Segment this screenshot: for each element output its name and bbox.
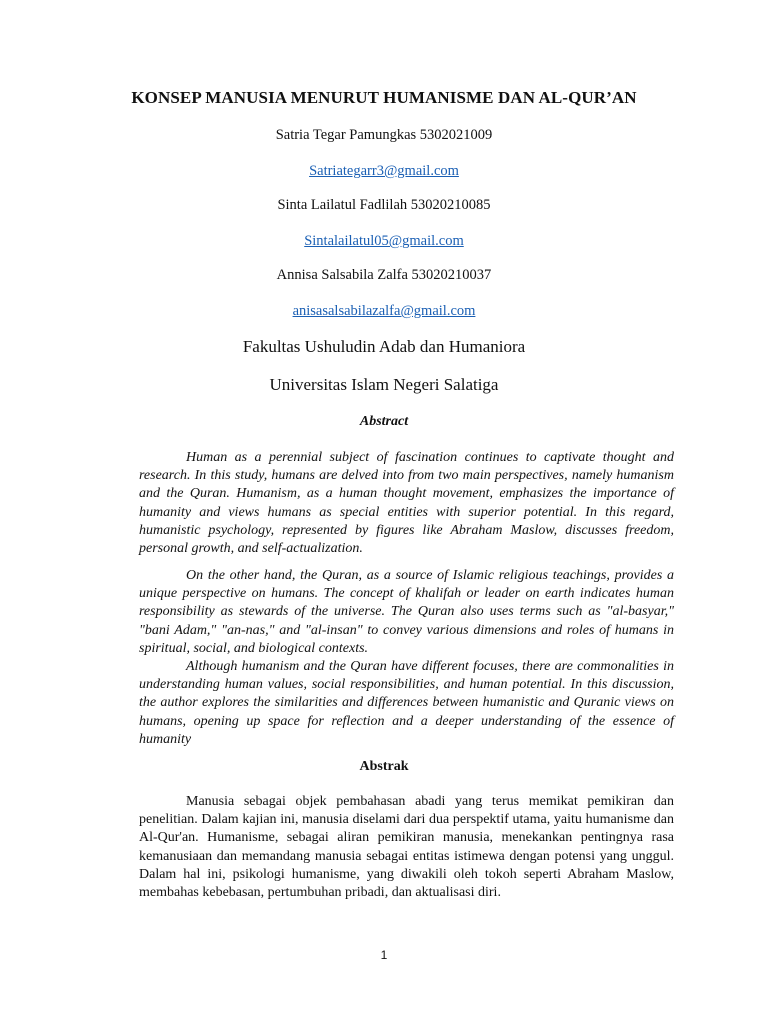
author-email-link-2[interactable]: Sintalailatul05@gmail.com — [304, 233, 464, 249]
author-email-3-wrap — [0, 302, 768, 320]
abstract-id-paragraph-1: Manusia sebagai objek pembahasan abadi yang terus memikat pemikiran dan penelitian. Dalam kajian ini, manusia diselami dari dua perspektif utama, yaitu humanisme dan Al-Qur'an. Humanisme, sebagai aliran pemikiran manusia, menekankan pentingnya rasa kemanusiaan dan memandang manusia sebagai entitas istimewa dengan potensi yang unggul. Dalam hal ini, psikologi humanisme, yang diwakili oleh tokoh seperti Abraham Maslow, membahas kebebasan, pertumbuhan pribadi, dan aktualisasi diri. — [139, 794, 674, 901]
faculty-name: Fakultas Ushuludin Adab dan Humaniora — [242, 337, 526, 356]
author-name-2: Sinta Lailatul Fadlilah 53020210085 — [277, 197, 491, 213]
author-email-1-wrap — [0, 162, 768, 180]
abstract-en-block-1 — [139, 449, 674, 558]
author-name-3: Annisa Salsabila Zalfa 53020210037 — [276, 267, 492, 283]
abstract-en-paragraph-3: Although humanism and the Quran have different focuses, there are commonalities in understanding human values, social responsibilities, and human potential. In this discussion, the author explores the similarities and differences between humanistic and Quranic views on humans, opening up space for reflection and a deeper understanding of the essence of humanity — [139, 659, 674, 747]
abstract-heading: Abstract — [359, 414, 409, 429]
abstract-en-block-2 — [139, 567, 674, 749]
author-name-1: Satria Tegar Pamungkas 5302021009 — [275, 127, 493, 143]
university-name: Universitas Islam Negeri Salatiga — [269, 375, 499, 394]
abstract-id-block — [139, 793, 674, 902]
author-email-link-3[interactable]: anisasalsabilazalfa@gmail.com — [292, 303, 476, 319]
author-email-link-1[interactable]: Satriategarr3@gmail.com — [309, 163, 459, 179]
abstract-en-paragraph-1: Human as a perennial subject of fascination continues to captivate thought and research. In this study, humans are delved into from two main perspectives, namely humanism and the Quran. Humanism, as a human thought movement, emphasizes the importance of humanity and views humans as special entities with superior potential. In this regard, humanistic psychology, represented by figures like Abraham Maslow, discusses freedom, personal growth, and self-actualization. — [139, 450, 674, 557]
abstract-en-paragraph-2: On the other hand, the Quran, as a source of Islamic religious teachings, provides a unique perspective on humans. The concept of khalifah or leader on earth indicates human responsibility as stewards of the universe. The Quran also uses terms such as "al-basyar," "bani Adam," "an-nas," and "al-insan" to convey various dimensions and roles of humans in spiritual, social, and biological contexts. — [139, 568, 674, 656]
page-number: 1 — [380, 948, 388, 962]
author-email-2-wrap — [0, 232, 768, 250]
abstrak-heading: Abstrak — [359, 759, 409, 774]
paper-title: KONSEP MANUSIA MENURUT HUMANISME DAN AL-QUR’AN — [131, 88, 637, 107]
